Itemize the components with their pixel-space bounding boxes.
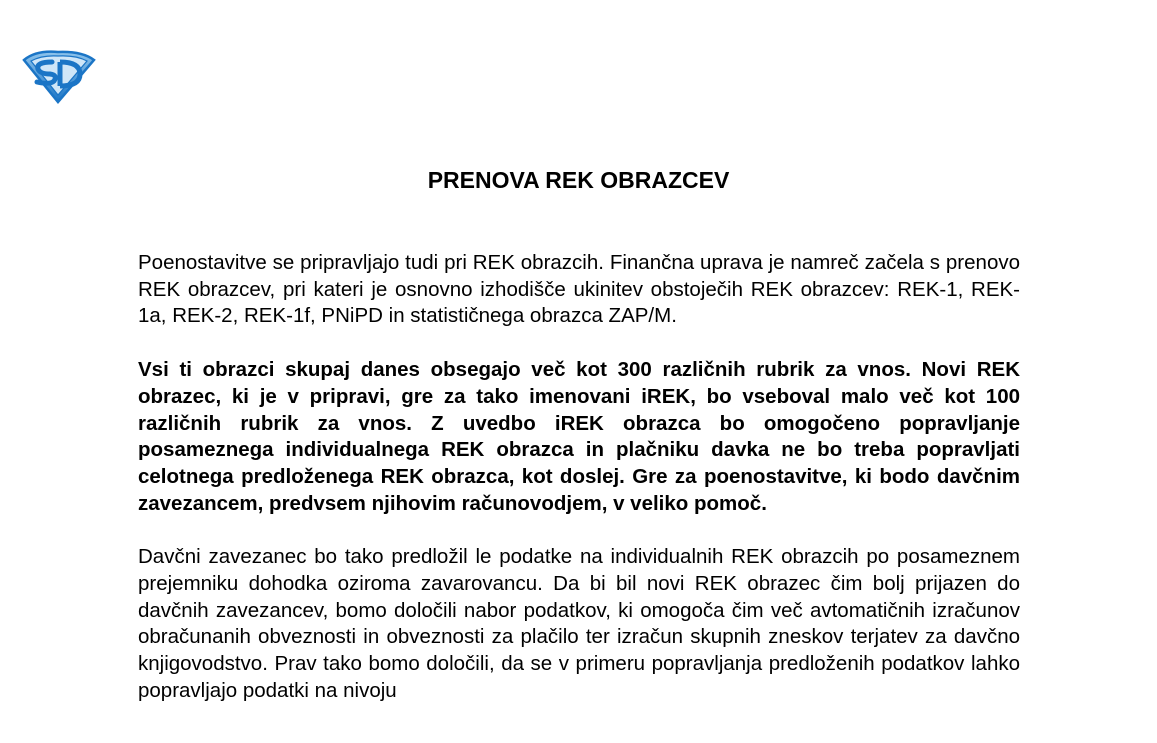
company-logo <box>22 48 96 104</box>
paragraph-details: Davčni zavezanec bo tako predložil le podatke na individualnih REK obrazcih po posameznem prejemniku dohodka oziroma zavarovancu. Da bi bil novi REK obrazec čim bolj prijazen do davčnih zavezancev, bomo določili nabor podatkov, ki omogoča čim več avtomatičnih izračunov obračunanih obveznosti in obveznosti za plačilo ter izračun skupnih zneskov terjatev za davčno knjigovodstvo. Prav tako bomo določili, da se v primeru popravljanja predloženih podatkov lahko popravljajo podatki na nivoju <box>138 545 1020 702</box>
shield-sd-logo-icon <box>22 48 96 104</box>
document-body <box>138 250 1020 732</box>
paragraph-intro: Poenostavitve se pripravljajo tudi pri REK obrazcih. Finančna uprava je namreč začela s prenovo REK obrazcev, pri kateri je osnovno izhodišče ukinitev obstoječih REK obrazcev: REK-1, REK-1a, REK-2, REK-1f, PNiPD in statističnega obrazca ZAP/M. <box>138 251 1020 328</box>
document-title: PRENOVA REK OBRAZCEV <box>427 167 730 193</box>
paragraph-bold-summary: Vsi ti obrazci skupaj danes obsegajo več kot 300 različnih rubrik za vnos. Novi REK obrazec, ki je v pripravi, gre za tako imenovani iREK, bo vseboval malo več kot 100 različnih rubrik za vnos. Z uvedbo iREK obrazca bo omogočeno popravljanje posameznega individualnega REK obrazca in plačniku davka ne bo treba popravljati celotnega predloženega REK obrazca, kot doslej. Gre za poenostavitve, ki bodo davčnim zavezancem, predvsem njihovim računovodjem, v veliko pomoč. <box>138 358 1020 515</box>
